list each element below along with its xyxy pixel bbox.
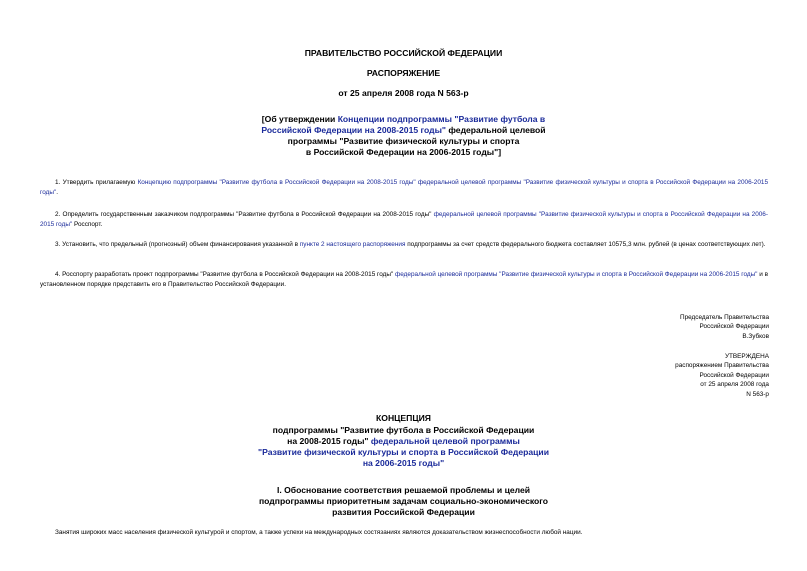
approved-block: [675, 352, 769, 399]
concept-line-2: на 2008-2015 годы" федеральной целевой программы: [287, 436, 520, 446]
concept-line-1: подпрограммы "Развитие футбола в Российской Федерации: [272, 425, 535, 435]
concept-line-3[interactable]: "Развитие физической культуры и спорта в Российской Федерации: [258, 447, 549, 457]
document-type: РАСПОРЯЖЕНИЕ: [366, 68, 441, 78]
paragraph-4-link[interactable]: федеральной целевой программы "Развитие физической культуры и спорта в Российской Федерации на 2006-2015 годы": [395, 271, 758, 278]
paragraph-3-link[interactable]: пункте 2 настоящего распоряжения: [299, 241, 406, 248]
signature-name: В.Зубков: [742, 332, 769, 340]
subject-prefix: [Об утверждении: [261, 114, 338, 124]
concept-link[interactable]: Концепции подпрограммы "Развитие футбола в: [337, 114, 546, 124]
signature-country: Российской Федерации: [699, 323, 769, 331]
section-heading-3: развития Российской Федерации: [332, 507, 475, 517]
paragraph-4: 4. Росспорту разработать проект подпрограммы "Развитие футбола в Российской Федерации на 2008-2015 годы" федеральной целевой программы "Развитие физической культуры и спорта в Российской Федерации на 2006-2015 годы" и в установленном порядке представить его в Правительство Российской Федерации.: [40, 271, 768, 288]
concept-program-link[interactable]: федеральной целевой программы: [370, 436, 520, 446]
concept-link-cont[interactable]: Российской Федерации на 2008-2015 годы": [261, 125, 446, 135]
section-heading-1: I. Обоснование соответствия решаемой проблемы и целей: [276, 485, 531, 495]
paragraph-1-link[interactable]: Концепцию подпрограммы "Развитие футбола в Российской Федерации на 2008-2015 годы" федеральной целевой программы "Развитие физической культуры и спорта в Российской Федерации на 2006-2015 годы": [40, 179, 768, 196]
document-date-number: от 25 апреля 2008 года N 563-р: [338, 88, 469, 98]
paragraph-3: 3. Установить, что предельный (прогнозный) объем финансирования указанной в пункте 2 настоящего распоряжения подпрограммы за счет средств федерального бюджета составляет 10575,3 млн. рублей (в ценах соответствующих лет).: [55, 241, 766, 248]
paragraph-2: 2. Определить государственным заказчиком подпрограммы "Развитие футбола в Российской Федерации на 2008-2015 годы" федеральной целевой программы "Развитие физической культуры и спорта в Российской Федерации на 2006-2015 годы" Росспорт.: [40, 211, 768, 228]
paragraph-1: 1. Утвердить прилагаемую Концепцию подпрограммы "Развитие футбола в Российской Федерации на 2008-2015 годы" федеральной целевой программы "Развитие физической культуры и спорта в Российской Федерации на 2006-2015 годы".: [40, 179, 768, 196]
section-heading-2: подпрограммы приоритетным задачам социально-экономического: [258, 496, 548, 506]
concept-line-4[interactable]: на 2006-2015 годы": [362, 458, 445, 468]
final-paragraph: Занятия широких масс населения физической культурой и спортом, а также успехи на международных состязаниях являются доказательством жизнеспособности любой нации.: [55, 529, 583, 536]
subject-suffix: ]: [498, 147, 502, 157]
government-heading: ПРАВИТЕЛЬСТВО РОССИЙСКОЙ ФЕДЕРАЦИИ: [304, 48, 503, 58]
approved-by: распоряжением Правительства: [675, 362, 769, 370]
document-subject: [0, 114, 807, 125]
concept-title: КОНЦЕПЦИЯ: [376, 413, 431, 423]
approved-country: Российской Федерации: [699, 371, 769, 379]
subject-line-3: программы "Развитие физической культуры и спорта: [287, 136, 520, 146]
paragraph-2-link[interactable]: федеральной целевой программы "Развитие физической культуры и спорта в Российской Федерации на 2006-2015 годы": [40, 211, 768, 228]
approved-title: УТВЕРЖДЕНА: [724, 353, 769, 360]
approved-number: N 563-р: [746, 390, 769, 398]
approved-date: от 25 апреля 2008 года: [700, 381, 769, 389]
subject-line2-tail: федеральной целевой: [446, 125, 546, 135]
signature-block: [680, 313, 769, 341]
signature-position: Председатель Правительства: [680, 314, 769, 321]
subject-line-2: [0, 125, 807, 136]
subject-line-4: [0, 147, 807, 158]
subject-line4-text: в Российской Федерации на 2006-2015 годы": [305, 147, 499, 157]
